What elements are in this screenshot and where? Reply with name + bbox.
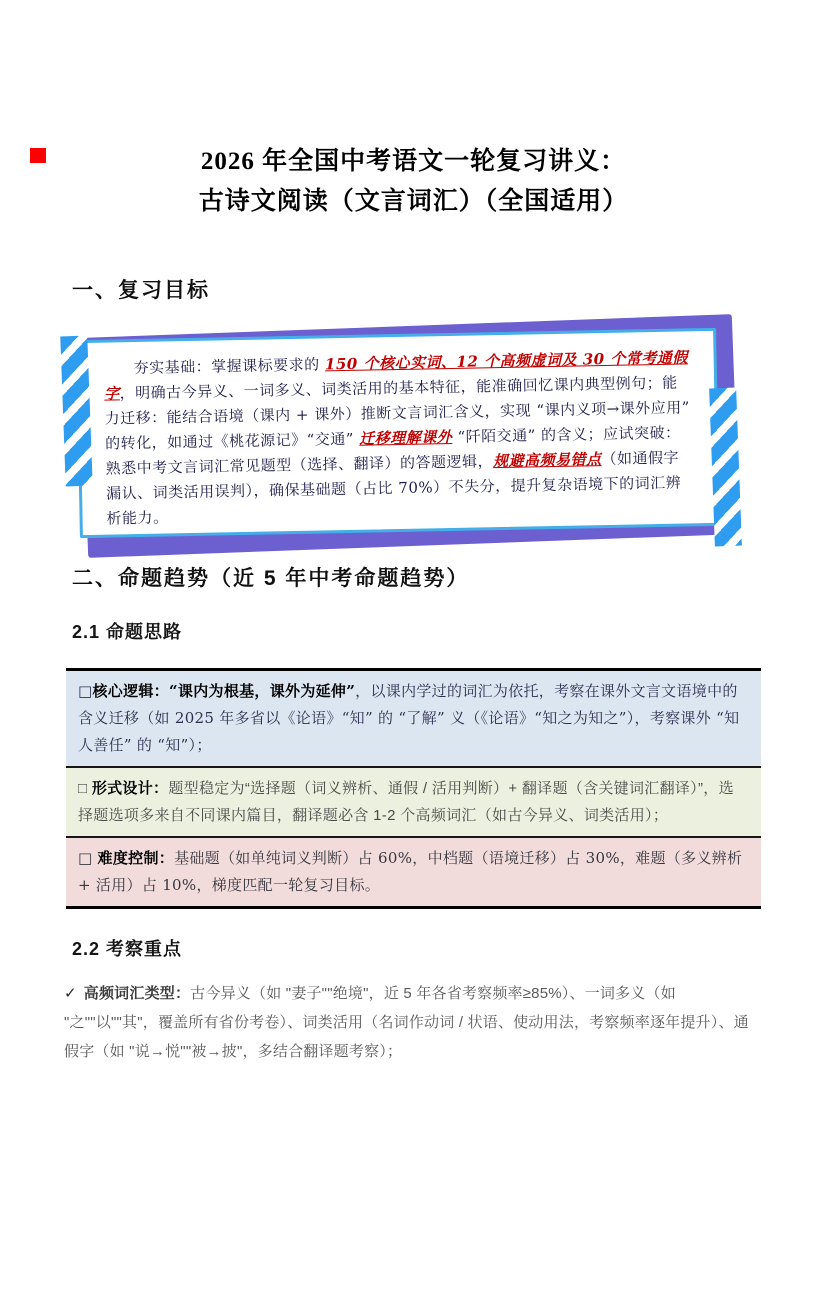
focus-paragraph <box>64 979 763 1066</box>
trend-row-core-logic <box>66 671 761 766</box>
goal-highlight-segment: 规避高频易错点 <box>492 450 602 471</box>
goal-segment: 夯实基础：掌握课标要求的 <box>133 355 326 378</box>
section-1-heading: 一、复习目标 <box>72 279 210 302</box>
goal-segment: ，明确古今异义、一词多义、词类活用的基本特征，能准确回忆课内典型例句；能力迁移：能结合语境（课内 + 课外）推断文言词汇含义，实现 “课内义项→课外应用” 的转化，如通过《桃花源记》“交通” <box>104 373 691 453</box>
subsection-2-2-heading: 2.2 考察重点 <box>72 939 183 959</box>
trend-row-text <box>78 845 749 899</box>
trend-row-difficulty-control <box>66 836 761 906</box>
trend-row-body: 题型稳定为“选择题（词义辨析、通假 / 活用判断）+ 翻译题（含关键词汇翻译）”，选择题选项多来自不同课内篇目，翻译题必含 1-2 个高频词汇（如古今异义、词类活用）； <box>78 780 734 824</box>
document-page <box>0 142 827 1066</box>
ballot-box-icon: □ <box>78 780 92 797</box>
review-goal-callout <box>78 334 718 532</box>
stripe-tape-left-icon <box>60 336 92 487</box>
goal-highlight-segment: 迁移理解课外 <box>359 427 453 448</box>
goal-paragraph <box>103 345 694 531</box>
goal-segment: （如通假字漏认、词类活用误判），确保基础题（占比 70%）不失分，提升复杂语境下的词汇辨析能力。 <box>105 448 682 528</box>
stripe-tape-right-icon <box>709 388 742 547</box>
ballot-box-icon: □ <box>78 682 93 700</box>
focus-label: 高频词汇类型： <box>83 985 191 1002</box>
trend-row-text <box>78 678 749 759</box>
title-line-2: 古诗文阅读（文言词汇）（全国适用） <box>198 188 629 215</box>
callout-card <box>76 328 720 538</box>
trend-table <box>66 668 761 909</box>
trend-row-form-design <box>66 766 761 836</box>
trend-row-body: 基础题（如单纯词义判断）占 60%，中档题（语境迁移）占 30%，难题（多义辨析 + 活用）占 10%，梯度匹配一轮复习目标。 <box>78 849 743 894</box>
focus-body: 古今异义（如 "妻子""绝境"，近 5 年各省考察频率≥85%）、一词多义（如 "之""以""其"，覆盖所有省份考卷）、词类活用（名词作动词 / 状语、使动用法，考察频率逐年提升）、通假字（如 "说→悦""被→披"，多结合翻译题考察）； <box>64 985 749 1060</box>
trend-row-text <box>78 775 749 829</box>
trend-row-label: 形式设计： <box>91 780 169 797</box>
goal-highlight-segment: 150 个核心实词、12 个高频虚词及 30 个常考通假字 <box>104 348 689 403</box>
checkmark-icon: ✓ <box>64 985 77 1002</box>
ballot-box-icon: □ <box>78 849 98 867</box>
trend-row-bold-quote: “课内为根基，课外为延伸” <box>169 682 356 700</box>
trend-row-body: ，以课内学过的词汇为依托，考察在课外文言文语境中的含义迁移（如 2025 年多省以《论语》“知” 的 “了解” 义（《论语》“知之为知之”），考察课外 “知人善任” 的 “知”）； <box>78 682 740 754</box>
document-title <box>0 142 827 222</box>
goal-segment: “阡陌交通” 的含义；应试突破：熟悉中考文言词汇常见题型（选择、翻译）的答题逻辑， <box>105 423 681 478</box>
subsection-2-1-heading: 2.1 命题思路 <box>72 622 183 642</box>
red-corner-marker <box>30 148 46 163</box>
trend-row-label: 核心逻辑： <box>92 683 169 700</box>
trend-row-label: 难度控制： <box>97 850 175 867</box>
section-2-heading: 二、命题趋势（近 5 年中考命题趋势） <box>72 567 470 590</box>
title-line-1: 2026 年全国中考语文一轮复习讲义： <box>200 148 627 175</box>
